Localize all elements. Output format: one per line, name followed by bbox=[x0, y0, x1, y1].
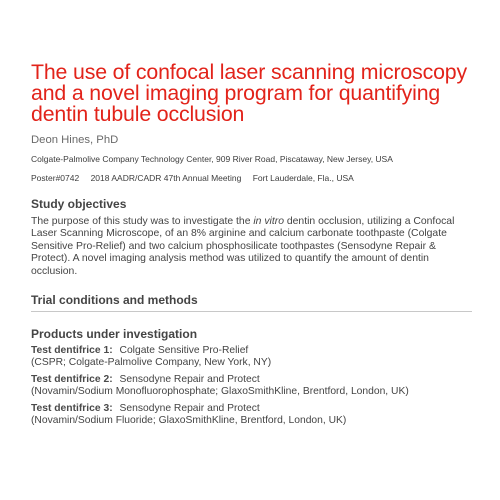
section-divider bbox=[31, 311, 472, 312]
dentifrice-detail: (Novamin/Sodium Fluoride; GlaxoSmithKline, Brentford, London, UK) bbox=[31, 415, 347, 427]
dentifrice-detail: (CSPR; Colgate-Palmolive Company, New York, NY) bbox=[31, 357, 272, 369]
meeting-location: Fort Lauderdale, Fla., USA bbox=[252, 173, 354, 183]
poster-number: Poster#0742 bbox=[31, 173, 80, 183]
objectives-text-part2: dentin occlusion, utilizing a Confocal Laser Scanning Microscope, of an 8% arginine and calcium carbonate toothpaste (Colgate Sensitive Pro-Relief) and two calcium phosphosilicate toothpastes (Sensodyne Repair & Protect). A novel imaging analysis method was utilized to quantify the amount of dentin occlusion. bbox=[31, 216, 455, 277]
dentifrice-item-1 bbox=[31, 345, 472, 370]
dentifrice-label: Test dentifrice 1: bbox=[31, 345, 113, 357]
objectives-text bbox=[31, 216, 472, 278]
dentifrice-name: Colgate Sensitive Pro-Relief bbox=[119, 345, 249, 357]
affiliation: Colgate-Palmolive Company Technology Center, 909 River Road, Piscataway, New Jersey, USA bbox=[31, 154, 393, 164]
dentifrice-detail: (Novamin/Sodium Monofluorophosphate; GlaxoSmithKline, Brentford, London, UK) bbox=[31, 386, 409, 398]
author-name: Deon Hines, PhD bbox=[31, 134, 119, 146]
meeting-name: 2018 AADR/CADR 47th Annual Meeting bbox=[90, 173, 242, 183]
poster-title: The use of confocal laser scanning microscopy and a novel imaging program for quantifying dentin tubule occlusion bbox=[31, 60, 467, 126]
dentifrice-label: Test dentifrice 3: bbox=[31, 402, 113, 414]
dentifrice-name: Sensodyne Repair and Protect bbox=[119, 373, 260, 385]
dentifrice-label: Test dentifrice 2: bbox=[31, 373, 113, 385]
trial-heading: Trial conditions and methods bbox=[31, 293, 198, 308]
dentifrice-item-3 bbox=[31, 403, 472, 428]
objectives-text-part1: The purpose of this study was to investigate the bbox=[31, 216, 254, 227]
dentifrice-name: Sensodyne Repair and Protect bbox=[119, 402, 260, 414]
products-heading: Products under investigation bbox=[31, 327, 198, 342]
dentifrice-item-2 bbox=[31, 374, 472, 399]
poster-info bbox=[31, 173, 472, 183]
objectives-heading: Study objectives bbox=[31, 197, 127, 211]
objectives-text-italic: in vitro bbox=[253, 216, 284, 227]
